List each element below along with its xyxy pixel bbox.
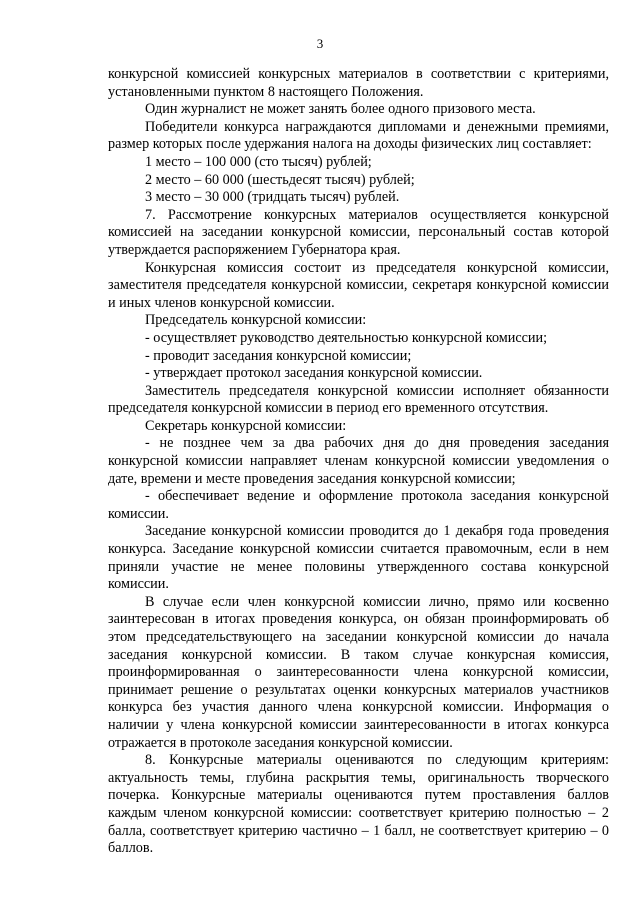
paragraph-one-prize-rule: Один журналист не может занять более одного призового места.: [145, 101, 536, 118]
paragraph-conflict-of-interest: В случае если член конкурсной комиссии лично, прямо или косвенно заинтересован в итогах проведения конкурса, он обязан проинформировать об этом председательствующего на заседании конкурсной комиссии до начала заседания конкурсной комиссии. В таком случае конкурсная комиссия, проинформированная о заинтересованности члена конкурсной комиссии, принимает решение о результатах оценки конкурсных материалов участников конкурса без участия данного члена конкурсной комиссии. Информация о наличии у члена конкурсной комиссии заинтересованности в итогах конкурса отражается в протоколе заседания конкурсной комиссии.: [108, 593, 609, 751]
section-8-criteria: 8. Конкурсные материалы оцениваются по следующим критериям: актуальность темы, глубина раскрытия темы, оригинальность творческого почерка. Конкурсные материалы оцениваются путем проставления баллов каждым членом конкурсной комиссии: соответствует критерию полностью – 2 балла, соответствует критерию частично – 1 балл, не соответствует критерию – 0 баллов.: [108, 752, 609, 857]
secretary-heading: Секретарь конкурсной комиссии:: [145, 417, 347, 434]
paragraph-awards: Победители конкурса награждаются дипломами и денежными премиями, размер которых после удержания налога на доходы физических лиц составляет:: [108, 118, 609, 153]
prize-first-place: 1 место – 100 000 (сто тысяч) рублей;: [145, 153, 372, 170]
secretary-duty-notification: - не позднее чем за два рабочих дня до дня проведения заседания конкурсной комиссии направляет членам конкурсной комиссии уведомления о дате, времени и месте проведения заседания конкурсной комиссии;: [108, 435, 609, 487]
document-body: [108, 66, 609, 858]
prize-second-place: 2 место – 60 000 (шестьдесят тысяч) рублей;: [145, 171, 415, 188]
secretary-duty-protocol: - обеспечивает ведение и оформление протокола заседания конкурсной комиссии.: [108, 488, 609, 522]
chairman-duty-management: - осуществляет руководство деятельностью конкурсной комиссии;: [145, 329, 548, 346]
prize-third-place: 3 место – 30 000 (тридцать тысяч) рублей.: [145, 189, 400, 206]
paragraph-commission-composition: Конкурсная комиссия состоит из председателя конкурсной комиссии, заместителя председателя конкурсной комиссии, секретаря конкурсной комиссии и иных членов конкурсной комиссии.: [108, 259, 609, 311]
paragraph-meeting-deadline: Заседание конкурсной комиссии проводится до 1 декабря года проведения конкурса. Заседание конкурсной комиссии считается правомочным, если в нем приняли участие не менее половины утвержденного состава конкурсной комиссии.: [108, 523, 609, 593]
section-7-review: 7. Рассмотрение конкурсных материалов осуществляется конкурсной комиссией на заседании конкурсной комиссии, персональный состав которой утверждается распоряжением Губернатора края.: [108, 206, 609, 258]
chairman-heading: Председатель конкурсной комиссии:: [145, 312, 367, 329]
paragraph-deputy-chairman: Заместитель председателя конкурсной комиссии исполняет обязанности председателя конкурсной комиссии в период его временного отсутствия.: [108, 382, 609, 417]
paragraph-criteria-reference: конкурсной комиссией конкурсных материалов в соответствии с критериями, установленными пунктом 8 настоящего Положения.: [108, 66, 609, 100]
chairman-duty-meetings: - проводит заседания конкурсной комиссии;: [145, 347, 412, 364]
chairman-duty-protocol: - утверждает протокол заседания конкурсной комиссии.: [145, 365, 483, 382]
page-number: 3: [316, 36, 324, 51]
